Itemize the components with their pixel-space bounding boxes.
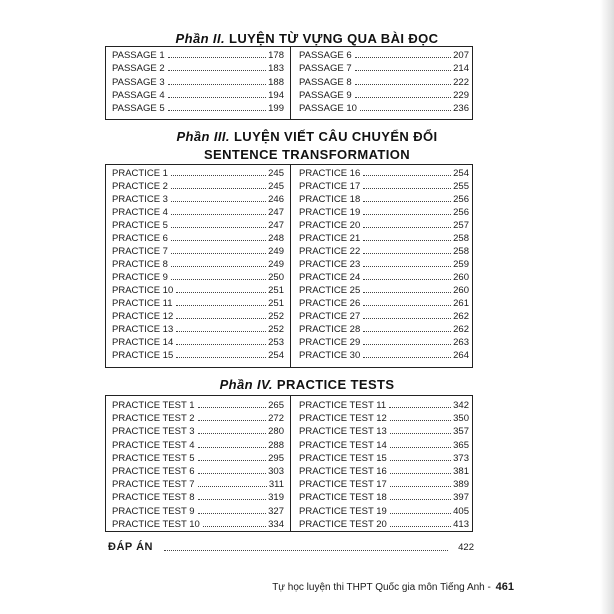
toc-leader-dots	[390, 460, 451, 461]
toc-entry	[106, 439, 290, 452]
toc-entry-label: PRACTICE TEST 1	[112, 400, 195, 411]
toc-leader-dots	[390, 473, 451, 474]
toc-entry	[291, 284, 475, 297]
toc-entry-label: PRACTICE TEST 20	[299, 518, 387, 530]
toc-entry-page: 260	[453, 272, 469, 283]
toc-entry-page: 373	[453, 452, 469, 464]
toc-entry	[106, 336, 290, 349]
toc-leader-dots	[355, 84, 451, 85]
toc-leader-dots	[168, 97, 266, 98]
toc-leader-dots	[363, 344, 451, 345]
toc-entry-label: PRACTICE 6	[112, 233, 168, 244]
answers-leader-dots	[164, 550, 448, 551]
toc-entry-page: 327	[268, 505, 284, 517]
toc-leader-dots	[171, 188, 266, 189]
toc-entry-label: PASSAGE 3	[112, 76, 165, 88]
part2-right-column	[290, 47, 475, 119]
toc-entry-page: 254	[453, 168, 469, 179]
toc-entry-label: PRACTICE TEST 11	[299, 400, 387, 411]
toc-leader-dots	[198, 473, 266, 474]
toc-entry	[106, 284, 290, 297]
toc-entry-label: PRACTICE TEST 10	[112, 518, 200, 530]
toc-entry-label: PRACTICE TEST 16	[299, 466, 387, 477]
toc-leader-dots	[171, 253, 266, 254]
toc-entry-label: PRACTICE 22	[299, 246, 361, 257]
toc-leader-dots	[171, 266, 266, 267]
part2-heading-title: LUYỆN TỪ VỰNG QUA BÀI ĐỌC	[228, 31, 439, 46]
toc-entry-page: 381	[453, 466, 469, 477]
toc-entry	[291, 399, 475, 412]
toc-entry-page: 248	[268, 233, 284, 244]
toc-entry-page: 260	[453, 285, 469, 296]
toc-entry-page: 264	[453, 350, 469, 361]
toc-entry	[291, 102, 475, 115]
part4-right-column	[290, 396, 475, 531]
toc-entry	[291, 310, 475, 323]
toc-entry	[106, 258, 290, 271]
toc-entry-page: 178	[268, 50, 284, 61]
toc-entry	[291, 219, 475, 232]
toc-entry-label: PRACTICE TEST 17	[299, 479, 387, 491]
toc-entry-page: 229	[453, 89, 469, 101]
toc-entry-page: 263	[453, 337, 469, 348]
toc-leader-dots	[171, 214, 266, 215]
toc-entry-page: 256	[453, 194, 469, 205]
toc-entry-label: PRACTICE 27	[299, 311, 361, 322]
toc-entry-page: 255	[453, 181, 469, 192]
toc-leader-dots	[198, 486, 267, 487]
toc-entry	[291, 491, 475, 504]
toc-entry-label: PRACTICE 4	[112, 207, 168, 218]
toc-entry-page: 257	[453, 220, 469, 231]
toc-entry	[291, 89, 475, 102]
toc-entry	[291, 232, 475, 245]
toc-entry	[291, 465, 475, 478]
toc-entry-page: 253	[268, 337, 284, 348]
toc-entry-label: PRACTICE 2	[112, 181, 168, 192]
toc-leader-dots	[203, 526, 266, 527]
toc-entry	[106, 465, 290, 478]
toc-entry-label: PRACTICE 15	[112, 350, 174, 361]
toc-entry	[291, 412, 475, 425]
toc-entry-page: 249	[268, 246, 284, 257]
toc-leader-dots	[389, 407, 451, 408]
toc-entry-page: 245	[268, 168, 284, 179]
toc-entry-page: 350	[453, 413, 469, 425]
toc-entry-label: PRACTICE 19	[299, 207, 361, 218]
toc-entry-page: 265	[268, 400, 284, 411]
toc-leader-dots	[390, 447, 451, 448]
toc-entry	[291, 505, 475, 518]
part4-heading	[0, 377, 614, 392]
toc-entry-label: PRACTICE 21	[299, 233, 361, 244]
toc-entry-label: PRACTICE TEST 7	[112, 479, 195, 491]
toc-leader-dots	[390, 513, 451, 514]
toc-leader-dots	[390, 433, 451, 434]
toc-entry-page: 365	[453, 439, 469, 451]
toc-leader-dots	[363, 279, 451, 280]
part4-left-column	[106, 396, 290, 531]
toc-entry	[106, 452, 290, 465]
toc-leader-dots	[363, 201, 451, 202]
toc-entry-page: 319	[268, 492, 284, 504]
toc-leader-dots	[171, 175, 266, 176]
toc-entry-label: PRACTICE 29	[299, 337, 361, 348]
toc-entry-label: PRACTICE 7	[112, 246, 168, 257]
toc-entry	[106, 62, 290, 75]
toc-leader-dots	[176, 305, 266, 306]
answers-entry	[108, 541, 476, 555]
toc-entry-label: PRACTICE TEST 19	[299, 505, 387, 517]
toc-leader-dots	[168, 70, 266, 71]
part3-right-column	[290, 165, 475, 367]
toc-entry	[106, 478, 290, 491]
toc-entry	[291, 297, 475, 310]
toc-entry-label: PRACTICE 13	[112, 324, 174, 335]
part2-toc-box	[105, 46, 473, 120]
toc-entry-label: PRACTICE 9	[112, 272, 168, 283]
toc-entry	[106, 206, 290, 219]
part2-heading	[0, 31, 614, 46]
toc-entry	[106, 219, 290, 232]
toc-entry-label: PASSAGE 5	[112, 103, 165, 115]
toc-leader-dots	[363, 318, 451, 319]
toc-entry-page: 295	[268, 452, 284, 464]
toc-entry-page: 272	[268, 413, 284, 425]
toc-leader-dots	[363, 331, 451, 332]
page-number: 461	[495, 581, 514, 593]
toc-entry-page: 342	[453, 400, 469, 411]
toc-entry-label: PRACTICE TEST 13	[299, 426, 387, 438]
toc-entry	[106, 412, 290, 425]
toc-entry-page: 280	[268, 426, 284, 438]
toc-entry-page: 247	[268, 207, 284, 218]
toc-entry-page: 405	[453, 505, 469, 517]
toc-entry-label: PRACTICE TEST 4	[112, 439, 195, 451]
toc-entry-label: PRACTICE 10	[112, 285, 174, 296]
toc-entry	[106, 180, 290, 193]
toc-entry-label: PRACTICE TEST 3	[112, 426, 195, 438]
toc-leader-dots	[363, 253, 451, 254]
toc-leader-dots	[363, 240, 451, 241]
toc-entry	[106, 193, 290, 206]
toc-leader-dots	[363, 175, 451, 176]
toc-entry-page: 288	[268, 439, 284, 451]
toc-entry-page: 222	[453, 76, 469, 88]
toc-leader-dots	[363, 266, 451, 267]
toc-entry-label: PRACTICE 23	[299, 259, 361, 270]
toc-entry-page: 249	[268, 259, 284, 270]
toc-entry-page: 252	[268, 324, 284, 335]
toc-entry-page: 251	[268, 298, 284, 309]
toc-entry-page: 262	[453, 324, 469, 335]
toc-leader-dots	[363, 357, 451, 358]
toc-entry-label: PRACTICE TEST 14	[299, 439, 387, 451]
toc-entry-label: PASSAGE 4	[112, 89, 165, 101]
toc-entry-page: 188	[268, 76, 284, 88]
toc-entry	[106, 518, 290, 531]
toc-entry	[106, 167, 290, 180]
toc-entry-label: PRACTICE 30	[299, 350, 361, 361]
toc-entry	[106, 425, 290, 438]
toc-entry-label: PASSAGE 9	[299, 89, 352, 101]
toc-entry-page: 199	[268, 103, 284, 115]
toc-leader-dots	[176, 331, 266, 332]
toc-entry-page: 258	[453, 233, 469, 244]
toc-leader-dots	[198, 499, 266, 500]
toc-entry-page: 250	[268, 272, 284, 283]
toc-entry-label: PRACTICE 3	[112, 194, 168, 205]
toc-leader-dots	[171, 227, 266, 228]
toc-entry-label: PRACTICE 14	[112, 337, 174, 348]
toc-leader-dots	[171, 240, 266, 241]
toc-entry	[291, 518, 475, 531]
toc-entry	[106, 271, 290, 284]
toc-leader-dots	[198, 433, 266, 434]
toc-entry	[106, 505, 290, 518]
toc-leader-dots	[176, 292, 266, 293]
toc-entry-label: PRACTICE TEST 18	[299, 492, 387, 504]
toc-leader-dots	[168, 57, 266, 58]
footer-text: Tự học luyện thi THPT Quốc gia môn Tiếng Anh -	[272, 582, 491, 593]
part2-heading-prefix: Phần II.	[175, 31, 225, 46]
toc-entry	[291, 452, 475, 465]
toc-entry-page: 259	[453, 259, 469, 270]
toc-entry-label: PRACTICE 8	[112, 259, 168, 270]
answers-label: ĐÁP ÁN	[108, 541, 153, 553]
toc-entry-label: PASSAGE 10	[299, 103, 357, 115]
toc-entry-label: PRACTICE 25	[299, 285, 361, 296]
toc-entry	[291, 323, 475, 336]
toc-entry	[291, 258, 475, 271]
toc-entry	[291, 478, 475, 491]
toc-leader-dots	[198, 407, 266, 408]
toc-leader-dots	[198, 460, 266, 461]
toc-entry	[291, 336, 475, 349]
page-footer	[272, 581, 514, 593]
toc-entry-page: 334	[268, 518, 284, 530]
toc-entry-page: 236	[453, 103, 469, 115]
toc-entry-label: PASSAGE 7	[299, 63, 352, 75]
toc-entry	[291, 206, 475, 219]
toc-entry-page: 247	[268, 220, 284, 231]
toc-leader-dots	[363, 305, 451, 306]
toc-entry-label: PRACTICE 5	[112, 220, 168, 231]
toc-entry	[106, 323, 290, 336]
toc-leader-dots	[390, 499, 451, 500]
toc-entry-page: 303	[268, 466, 284, 477]
toc-entry-label: PRACTICE 11	[112, 298, 173, 309]
toc-entry	[106, 399, 290, 412]
toc-entry-label: PRACTICE TEST 6	[112, 466, 195, 477]
toc-entry-label: PRACTICE TEST 5	[112, 452, 195, 464]
toc-entry-label: PRACTICE TEST 8	[112, 492, 195, 504]
toc-entry-label: PRACTICE 17	[299, 181, 361, 192]
toc-entry	[106, 297, 290, 310]
toc-entry-label: PRACTICE TEST 2	[112, 413, 195, 425]
toc-leader-dots	[390, 420, 451, 421]
toc-entry-page: 261	[453, 298, 469, 309]
toc-leader-dots	[176, 318, 266, 319]
toc-leader-dots	[355, 70, 451, 71]
toc-leader-dots	[355, 57, 451, 58]
part3-heading-title: LUYỆN VIẾT CÂU CHUYỂN ĐỔI	[233, 129, 438, 144]
toc-leader-dots	[168, 84, 266, 85]
toc-entry	[106, 49, 290, 62]
toc-entry	[106, 349, 290, 362]
part4-toc-box	[105, 395, 473, 532]
toc-leader-dots	[390, 486, 451, 487]
toc-leader-dots	[198, 420, 266, 421]
toc-entry-label: PRACTICE 20	[299, 220, 361, 231]
part3-left-column	[106, 165, 290, 367]
toc-entry-label: PRACTICE 24	[299, 272, 361, 283]
toc-entry-page: 397	[453, 492, 469, 504]
toc-leader-dots	[168, 110, 266, 111]
part3-heading-prefix: Phần III.	[176, 129, 230, 144]
toc-leader-dots	[363, 188, 451, 189]
toc-leader-dots	[176, 357, 266, 358]
toc-entry-page: 258	[453, 246, 469, 257]
toc-leader-dots	[363, 292, 451, 293]
toc-entry	[106, 245, 290, 258]
toc-entry	[291, 349, 475, 362]
toc-entry-page: 256	[453, 207, 469, 218]
toc-entry-label: PASSAGE 2	[112, 63, 165, 75]
toc-entry-page: 254	[268, 350, 284, 361]
toc-leader-dots	[355, 97, 451, 98]
toc-entry	[291, 245, 475, 258]
toc-entry	[291, 62, 475, 75]
toc-entry	[291, 193, 475, 206]
toc-entry	[291, 180, 475, 193]
part4-heading-prefix: Phần IV.	[219, 377, 273, 392]
toc-entry-page: 214	[453, 63, 469, 75]
toc-entry-label: PRACTICE 16	[299, 168, 361, 179]
page-edge-shadow	[600, 0, 614, 614]
toc-leader-dots	[360, 110, 451, 111]
toc-entry-page: 251	[268, 285, 284, 296]
toc-entry	[291, 271, 475, 284]
part3-toc-box	[105, 164, 473, 368]
toc-entry	[291, 167, 475, 180]
toc-entry-page: 194	[268, 89, 284, 101]
toc-entry-page: 357	[453, 426, 469, 438]
toc-entry-label: PRACTICE TEST 12	[299, 413, 387, 425]
toc-entry	[291, 439, 475, 452]
toc-leader-dots	[176, 344, 266, 345]
toc-entry	[106, 76, 290, 89]
part2-left-column	[106, 47, 290, 119]
toc-entry-page: 262	[453, 311, 469, 322]
toc-leader-dots	[390, 526, 451, 527]
toc-leader-dots	[171, 279, 266, 280]
toc-entry	[106, 89, 290, 102]
toc-entry-label: PASSAGE 8	[299, 76, 352, 88]
toc-entry	[106, 102, 290, 115]
toc-entry-label: PRACTICE 1	[112, 168, 168, 179]
part3-subtitle: SENTENCE TRANSFORMATION	[203, 147, 411, 162]
toc-entry-label: PRACTICE 28	[299, 324, 361, 335]
answers-page: 422	[458, 542, 474, 553]
toc-entry	[106, 232, 290, 245]
toc-entry-label: PRACTICE 18	[299, 194, 361, 205]
toc-entry	[291, 425, 475, 438]
toc-entry	[106, 310, 290, 323]
toc-entry-label: PRACTICE 26	[299, 298, 361, 309]
toc-entry-page: 389	[453, 479, 469, 491]
toc-entry-label: PRACTICE TEST 15	[299, 452, 387, 464]
toc-entry-page: 183	[268, 63, 284, 75]
toc-entry-label: PRACTICE 12	[112, 311, 174, 322]
part3-heading	[0, 129, 614, 144]
toc-entry	[291, 76, 475, 89]
toc-entry-page: 246	[268, 194, 284, 205]
toc-entry-label: PASSAGE 6	[299, 50, 352, 61]
toc-leader-dots	[198, 447, 266, 448]
toc-entry	[291, 49, 475, 62]
toc-leader-dots	[171, 201, 266, 202]
toc-entry-label: PRACTICE TEST 9	[112, 505, 195, 517]
part4-heading-title: PRACTICE TESTS	[276, 377, 395, 392]
toc-entry-page: 245	[268, 181, 284, 192]
toc-entry-page: 413	[453, 518, 469, 530]
toc-entry-page: 252	[268, 311, 284, 322]
toc-entry	[106, 491, 290, 504]
toc-leader-dots	[363, 227, 451, 228]
toc-entry-label: PASSAGE 1	[112, 50, 165, 61]
toc-leader-dots	[363, 214, 451, 215]
toc-leader-dots	[198, 513, 266, 514]
toc-entry-page: 311	[268, 479, 284, 491]
toc-entry-page: 207	[453, 50, 469, 61]
